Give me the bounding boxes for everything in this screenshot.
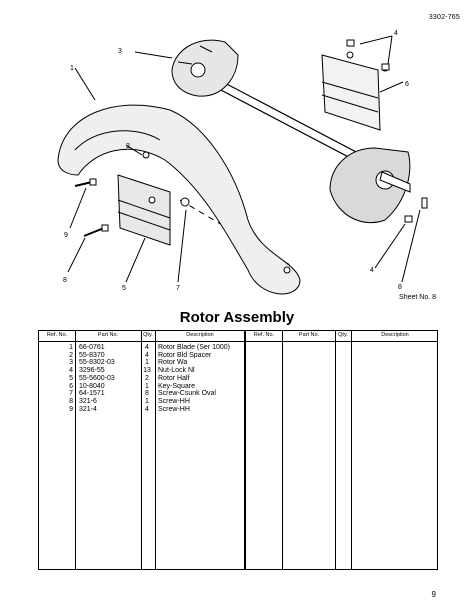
table-cell-qty: 13 — [143, 367, 151, 375]
header-part-2: Part No. — [298, 332, 320, 338]
header-description: Description — [186, 332, 214, 338]
table-cell-ref: 6 — [69, 382, 73, 390]
table-cell-desc: Rotor Wa — [158, 359, 188, 367]
table-cell-qty: 1 — [145, 359, 149, 367]
table-cell-ref: 7 — [69, 390, 73, 398]
table-cell-qty: 4 — [145, 405, 149, 413]
header-qty: Qty. — [143, 332, 153, 338]
table-cell-ref: 2 — [69, 351, 73, 359]
table-cell-part: 3296-55 — [79, 367, 105, 375]
table-cell-ref: 9 — [69, 405, 73, 413]
table-cell-part: 55-5600-03 — [79, 374, 115, 382]
table-cell-desc: Nut-Lock Nl — [158, 367, 195, 375]
table-cell-qty: 2 — [145, 374, 149, 382]
table-cell-part: 55-8370 — [79, 351, 105, 359]
table-cell-qty: 4 — [145, 351, 149, 359]
header-qty-2: Qty. — [338, 332, 348, 338]
table-cell-part: 55-8302-03 — [79, 359, 115, 367]
callout-4-bottom: 4 — [370, 267, 374, 274]
callout-4-top: 4 — [394, 30, 398, 37]
table-cell-qty: 1 — [145, 382, 149, 390]
table-cell-ref: 5 — [69, 374, 73, 382]
document-number: 3302-765 — [428, 14, 460, 21]
header-description-2: Description — [381, 332, 409, 338]
table-cell-desc: Screw-Csunk Oval — [158, 390, 216, 398]
page-title: Rotor Assembly — [179, 309, 295, 326]
table-cell-desc: Key-Square — [158, 382, 195, 390]
table-cell-ref: 3 — [69, 359, 73, 367]
callout-2: 2 — [126, 143, 130, 150]
table-cell-ref: 4 — [69, 367, 73, 375]
table-cell-desc: Rotor Half — [158, 374, 190, 382]
sheet-label: Sheet No. 8 — [399, 294, 436, 301]
rotor-exploded-diagram — [0, 0, 474, 300]
page-number: 9 — [431, 590, 436, 599]
table-cell-desc: Rotor Bld Spacer — [158, 351, 212, 359]
table-cell-part: 64-1571 — [79, 390, 105, 398]
parts-table — [38, 330, 438, 570]
table-cell-part: 321-4 — [79, 405, 97, 413]
header-ref: Ref. No. — [46, 332, 68, 338]
table-cell-part: 10-8040 — [79, 382, 105, 390]
table-cell-desc: Rotor Blade (Ser 1000) — [158, 344, 230, 351]
table-cell-part: 321-6 — [79, 397, 97, 405]
table-cell-ref: 8 — [69, 397, 73, 405]
callout-7: 7 — [176, 285, 180, 292]
callout-1: 1 — [70, 65, 74, 72]
table-cell-desc: Screw-HH — [158, 397, 190, 405]
callout-6: 6 — [405, 81, 409, 88]
callout-3: 3 — [118, 48, 122, 55]
table-cell-qty: 4 — [145, 344, 149, 351]
table-cell-qty: 8 — [145, 390, 149, 398]
header-part: Part No. — [97, 332, 119, 338]
table-cell-desc: Screw-HH — [158, 405, 190, 413]
callout-9: 9 — [64, 232, 68, 239]
callout-8-left: 8 — [63, 277, 67, 284]
table-cell-qty: 1 — [145, 397, 149, 405]
callout-8-right: 8 — [398, 284, 402, 291]
header-ref-2: Ref. No. — [253, 332, 275, 338]
table-cell-part: 66-0761 — [79, 344, 105, 351]
table-cell-ref: 1 — [69, 344, 73, 351]
callout-5: 5 — [122, 285, 126, 292]
